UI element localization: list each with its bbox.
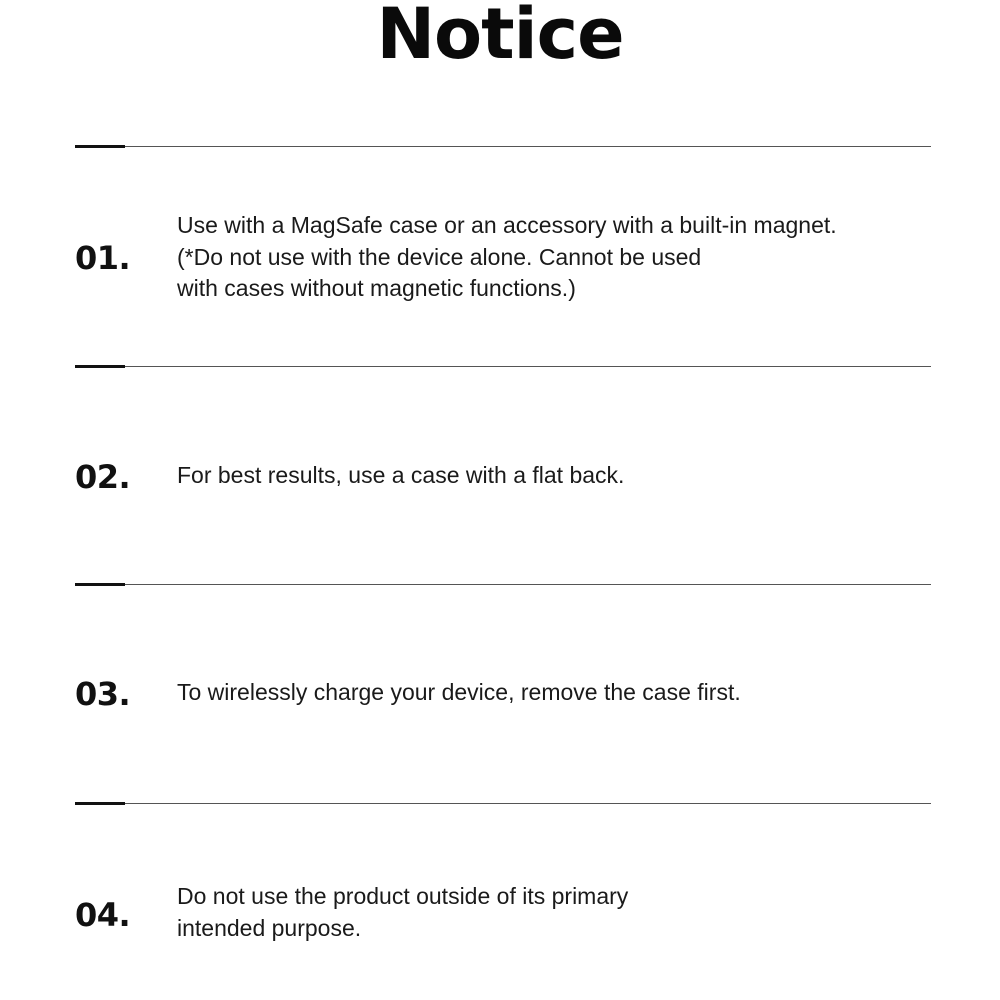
item-number: 02. [75,458,131,496]
item-number: 04. [75,896,131,934]
divider [75,584,931,585]
item-text [177,210,937,305]
item-text [177,677,937,709]
divider-accent [75,365,125,368]
item-text-line: intended purpose. [177,914,362,941]
divider [75,146,931,147]
item-text [177,881,937,944]
item-text-line: For best results, use a case with a flat back. [177,462,625,488]
item-number: 03. [75,675,131,713]
divider [75,803,931,804]
item-text [177,460,937,492]
item-text-line: with cases without magnetic functions.) [177,275,576,301]
item-number: 01. [75,239,131,277]
item-text-line: (*Do not use with the device alone. Cannot be used [177,243,702,270]
divider-accent [75,802,125,805]
page-title: Notice [376,0,624,75]
divider [75,366,931,367]
item-text-line: To wirelessly charge your device, remove the case first. [177,679,741,705]
divider-accent [75,583,125,586]
divider-accent [75,145,125,148]
item-text-line: Do not use the product outside of its primary [177,883,629,909]
item-text-line: Use with a MagSafe case or an accessory with a built-in magnet. [177,212,837,238]
